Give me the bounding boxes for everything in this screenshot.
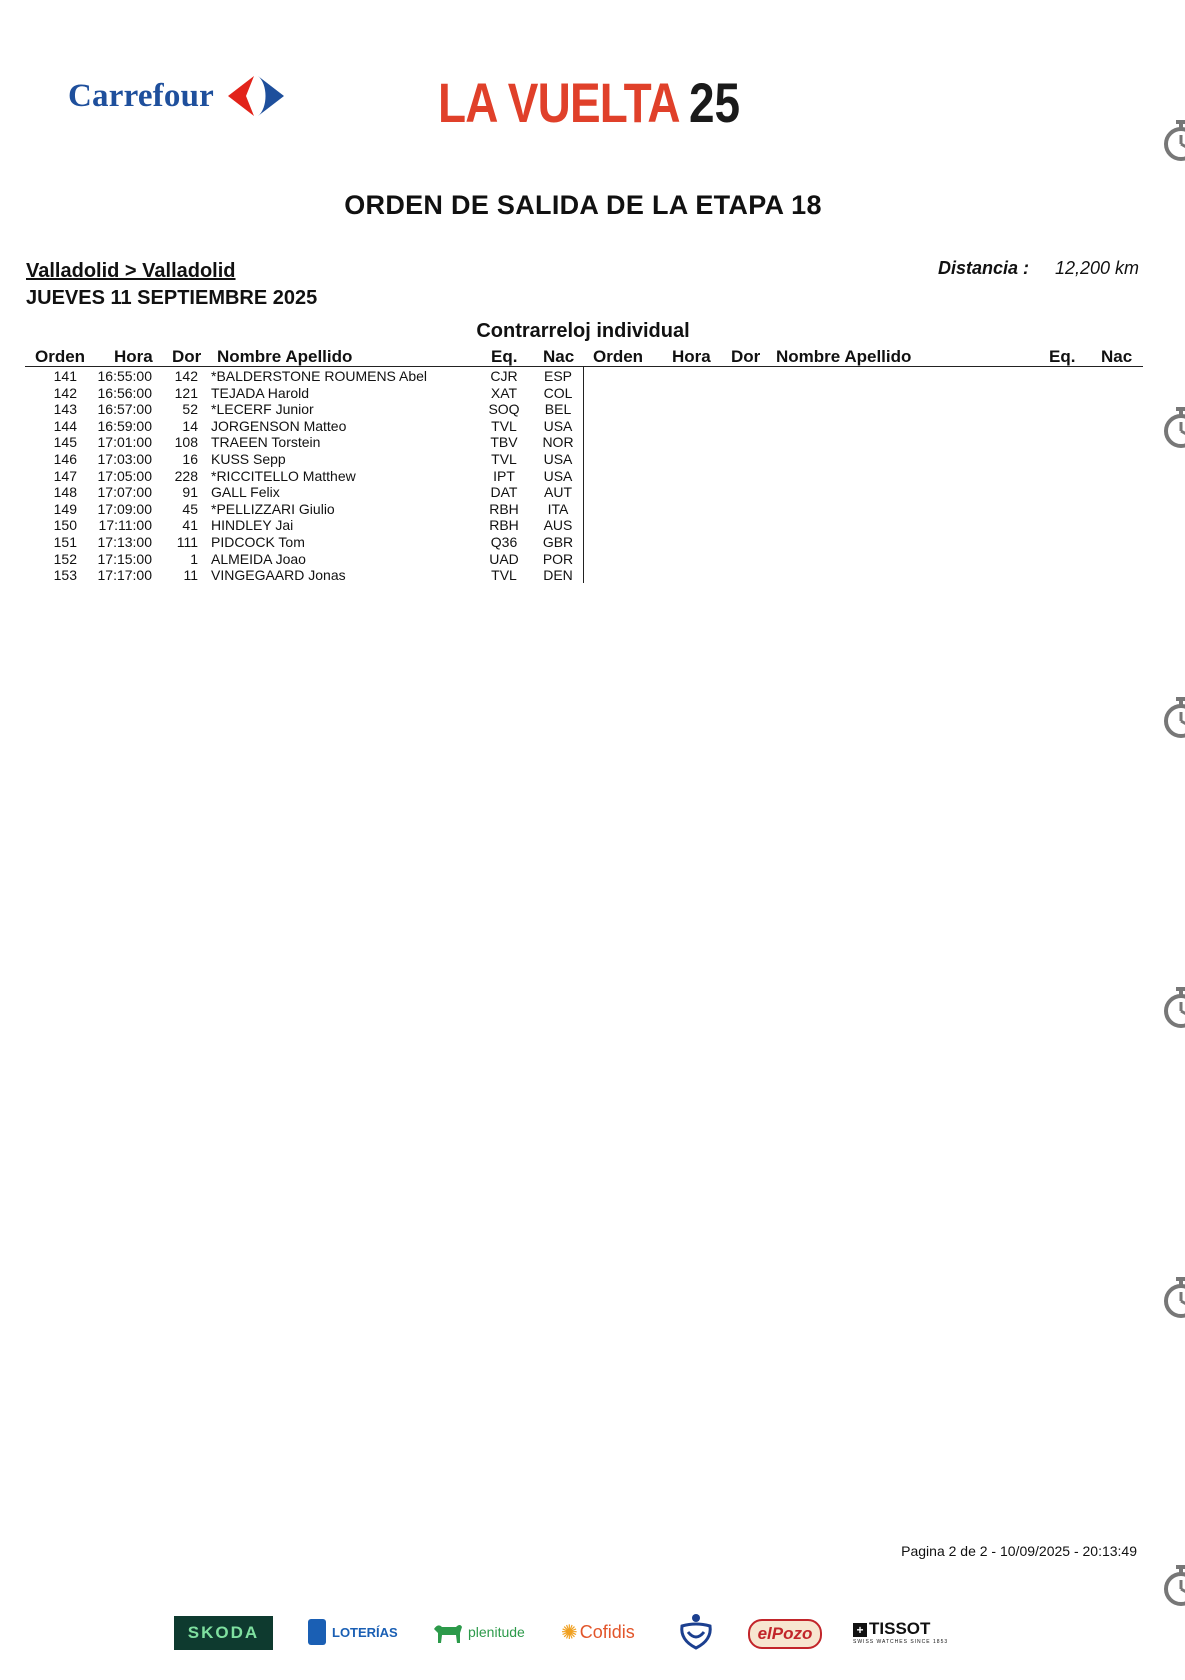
stage-date: JUEVES 11 SEPTIEMBRE 2025: [26, 287, 318, 309]
cell-eq: TVL: [491, 567, 517, 584]
cell-orden: 152: [53, 550, 77, 567]
cell-nac: USA: [543, 450, 573, 467]
cell-nombre: PIDCOCK Tom: [211, 533, 305, 550]
carrefour-wordmark: Carrefour: [68, 77, 214, 114]
cell-hora: 17:01:00: [97, 434, 152, 451]
cell-nombre: GALL Felix: [211, 484, 280, 501]
cell-orden: 146: [53, 450, 77, 467]
cell-dor: 41: [182, 517, 198, 534]
cell-eq: SOQ: [488, 401, 520, 418]
cell-dor: 52: [182, 401, 198, 418]
cell-nac: NOR: [542, 434, 574, 451]
col-header-orden-2: Orden: [593, 347, 644, 366]
table-row: [0, 418, 600, 435]
cell-nac: ESP: [543, 368, 572, 384]
sponsor-strip: [0, 1612, 1185, 1662]
cell-dor: 1: [190, 550, 198, 567]
col-header-hora: Hora: [114, 347, 153, 366]
page-footer-info: Pagina 2 de 2 - 10/09/2025 - 20:13:49: [901, 1543, 1137, 1559]
cell-dor: 14: [182, 417, 198, 434]
correos-emblem-icon: [678, 1612, 714, 1652]
la-vuelta-logo: [438, 70, 751, 135]
cell-eq: TVL: [491, 450, 517, 467]
cell-orden: 149: [53, 500, 77, 517]
table-row: [0, 534, 600, 551]
stopwatch-icon: [1162, 405, 1185, 449]
cell-eq: TBV: [490, 434, 518, 451]
col-header-eq: Eq.: [491, 347, 518, 366]
la-vuelta-wordmark: LA VUELTA: [438, 71, 680, 134]
cell-nac: COL: [543, 384, 573, 401]
cofidis-text: Cofidis: [579, 1621, 635, 1642]
cell-orden: 143: [53, 401, 77, 418]
skoda-logo: SKODA: [174, 1616, 273, 1650]
distance-label: Distancia :: [938, 258, 1030, 278]
plenitude-text: plenitude: [468, 1624, 525, 1640]
cell-orden: 142: [53, 384, 77, 401]
cell-hora: 16:55:00: [97, 368, 152, 384]
tissot-subtext: SWISS WATCHES SINCE 1853: [853, 1639, 949, 1645]
carrefour-logo: [68, 74, 288, 118]
stopwatch-icon: [1162, 695, 1185, 739]
table-row: [0, 401, 600, 418]
cell-nombre: VINGEGAARD Jonas: [211, 567, 346, 584]
col-header-dor-2: Dor: [731, 347, 761, 366]
cell-nac: ITA: [547, 500, 569, 517]
cell-nac: USA: [543, 417, 573, 434]
table-row: [0, 451, 600, 468]
table-header-rule: [25, 366, 1143, 367]
stage-route: Valladolid > Valladolid: [26, 260, 236, 282]
col-header-nac: Nac: [543, 347, 575, 366]
cell-eq: RBH: [489, 500, 519, 517]
cell-hora: 17:13:00: [97, 533, 152, 550]
swiss-cross-icon: +: [853, 1623, 867, 1637]
la-vuelta-year: 25: [688, 71, 740, 134]
cell-orden: 141: [53, 368, 77, 384]
cell-hora: 17:15:00: [97, 550, 152, 567]
table-row: [0, 385, 600, 402]
col-header-orden: Orden: [35, 347, 86, 366]
cell-hora: 17:03:00: [97, 450, 152, 467]
cell-nombre: *BALDERSTONE ROUMENS Abel: [211, 368, 428, 384]
cell-orden: 144: [53, 417, 77, 434]
cell-dor: 142: [174, 368, 198, 384]
cell-nac: USA: [543, 467, 573, 484]
col-header-eq-2: Eq.: [1049, 347, 1076, 366]
cell-nac: POR: [542, 550, 574, 567]
cell-nombre: KUSS Sepp: [211, 450, 286, 467]
table-row: [0, 434, 600, 451]
cell-nac: BEL: [544, 401, 572, 418]
elpozo-logo: elPozo: [748, 1619, 822, 1649]
cell-hora: 16:57:00: [97, 401, 152, 418]
tissot-text: TISSOT: [869, 1619, 931, 1638]
stage-type: Contrarreloj individual: [476, 320, 690, 342]
cell-nac: AUS: [543, 517, 573, 534]
cell-nombre: *LECERF Junior: [211, 401, 314, 418]
table-row: [0, 551, 600, 568]
document-title: ORDEN DE SALIDA DE LA ETAPA 18: [344, 190, 822, 220]
table-row: [0, 567, 600, 584]
cell-dor: 111: [176, 533, 198, 550]
loterias-badge-icon: [308, 1619, 326, 1645]
table-row: [0, 501, 600, 518]
plenitude-logo: [432, 1612, 525, 1652]
col-header-nombre: Nombre Apellido: [217, 347, 353, 366]
cell-hora: 17:17:00: [97, 567, 152, 584]
tissot-logo: [853, 1612, 948, 1652]
cell-orden: 151: [53, 533, 77, 550]
cell-hora: 17:05:00: [97, 467, 152, 484]
cell-eq: IPT: [493, 467, 515, 484]
cell-dor: 121: [174, 384, 198, 401]
cell-dor: 91: [182, 484, 198, 501]
cell-nombre: *PELLIZZARI Giulio: [211, 500, 335, 517]
cell-dor: 108: [174, 434, 198, 451]
cell-eq: Q36: [490, 533, 518, 550]
cell-eq: XAT: [490, 384, 518, 401]
col-header-hora-2: Hora: [672, 347, 711, 366]
cell-eq: DAT: [490, 484, 518, 501]
stopwatch-icon: [1162, 1563, 1185, 1607]
carrefour-emblem-icon: [224, 74, 288, 118]
cell-nombre: TRAEEN Torstein: [211, 434, 321, 451]
start-list-table: [0, 368, 600, 584]
col-header-dor: Dor: [172, 347, 202, 366]
col-header-nac-2: Nac: [1101, 347, 1133, 366]
cell-dor: 45: [182, 500, 198, 517]
table-row: [0, 517, 600, 534]
cofidis-logo: [561, 1612, 635, 1652]
distance-value: 12,200 km: [1055, 258, 1140, 278]
cell-orden: 150: [53, 517, 77, 534]
cell-nombre: *RICCITELLO Matthew: [211, 467, 356, 484]
cell-hora: 16:56:00: [97, 384, 152, 401]
table-row: [0, 368, 600, 385]
sun-icon: ✺: [561, 1621, 578, 1644]
cell-hora: 17:11:00: [98, 517, 152, 534]
loterias-text: LOTERÍAS: [332, 1624, 398, 1640]
loterias-logo: [308, 1612, 398, 1652]
stopwatch-icon: [1162, 985, 1185, 1029]
cell-nombre: HINDLEY Jai: [211, 517, 294, 534]
cell-eq: UAD: [489, 550, 519, 567]
cell-nac: AUT: [544, 484, 572, 501]
col-header-nombre-2: Nombre Apellido: [776, 347, 912, 366]
cell-eq: RBH: [489, 517, 519, 534]
cell-nac: DEN: [543, 567, 573, 584]
stopwatch-icon: [1162, 1275, 1185, 1319]
stopwatch-icon: [1162, 118, 1185, 162]
cell-orden: 153: [53, 567, 77, 584]
cell-eq: TVL: [491, 417, 517, 434]
cell-hora: 16:59:00: [97, 417, 152, 434]
cell-hora: 17:07:00: [97, 484, 152, 501]
cell-nombre: ALMEIDA Joao: [211, 550, 306, 567]
cell-dor: 228: [174, 467, 198, 484]
cell-orden: 147: [53, 467, 77, 484]
cell-dor: 16: [182, 450, 198, 467]
table-row: [0, 484, 600, 501]
cell-dor: 11: [183, 567, 198, 584]
cell-nac: GBR: [542, 533, 574, 550]
cell-eq: CJR: [490, 368, 518, 384]
cell-orden: 148: [53, 484, 77, 501]
cell-orden: 145: [53, 434, 77, 451]
cell-nombre: JORGENSON Matteo: [211, 417, 347, 434]
cell-hora: 17:09:00: [97, 500, 152, 517]
six-legged-dog-icon: [432, 1619, 464, 1645]
cell-nombre: TEJADA Harold: [211, 384, 310, 401]
table-row: [0, 468, 600, 485]
